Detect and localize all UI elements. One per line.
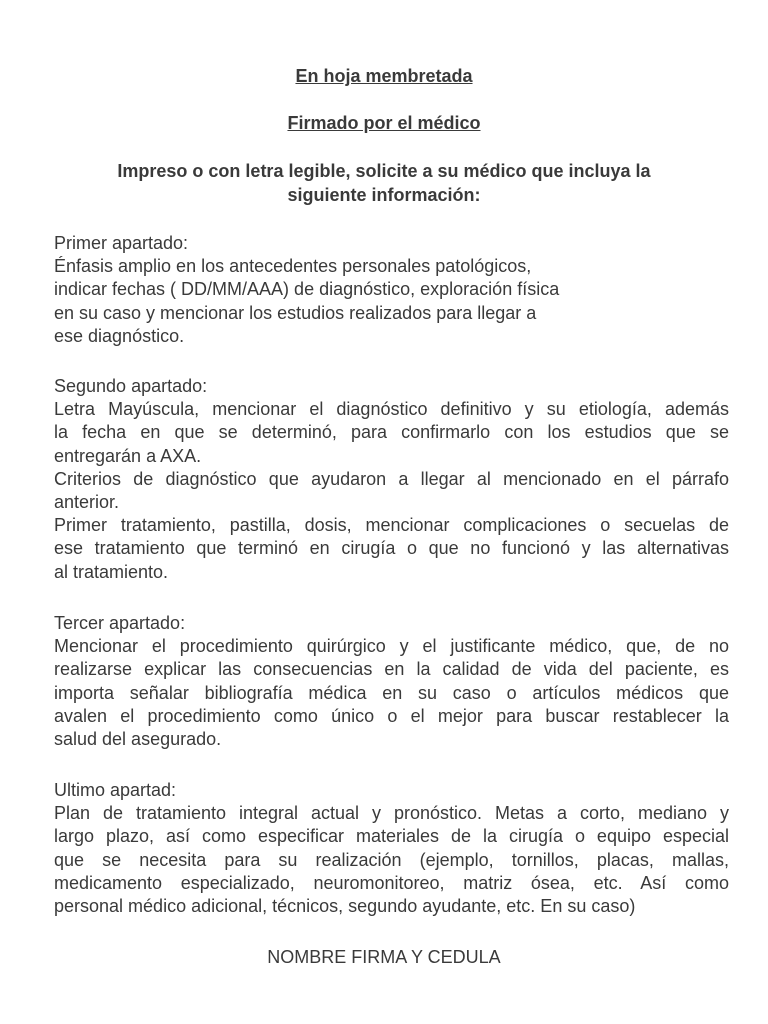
paragraph-line: Criterios de diagnóstico que ayudaron a llegar al mencionado en el párrafo [54, 468, 729, 489]
paragraph-line: indicar fechas ( DD/MM/AAA) de diagnóstico, exploración física [54, 279, 560, 300]
paragraph-line: anterior. [54, 492, 120, 513]
paragraph-line: en su caso y mencionar los estudios realizados para llegar a [54, 302, 537, 323]
paragraph-line: ese tratamiento que terminó en cirugía o que no funcionó y las alternativas [54, 538, 729, 559]
signature-label: NOMBRE FIRMA Y CEDULA [267, 947, 501, 967]
section-segundo-apartado [54, 375, 729, 584]
paragraph-line: la fecha en que se determinó, para confirmarlo con los estudios que se [54, 422, 729, 443]
paragraph-line: realizarse explicar las consecuencias en la calidad de vida del paciente, es [54, 659, 729, 680]
paragraph-line: largo plazo, así como especificar materiales de la cirugía o equipo especial [54, 826, 729, 847]
paragraph-line: ese diagnóstico. [54, 325, 185, 346]
section-title: Tercer apartado: [54, 613, 186, 633]
instruction-line-1: Impreso o con letra legible, solicite a su médico que incluya la [117, 161, 651, 181]
section-title: Segundo apartado: [54, 376, 208, 396]
paragraph-line: entregarán a AXA. [54, 445, 202, 466]
section-title: Primer apartado: [54, 233, 189, 253]
section-ultimo-apartado [54, 779, 729, 918]
paragraph-line: salud del asegurado. [54, 729, 222, 750]
paragraph-line: Énfasis amplio en los antecedentes personales patológicos, [54, 256, 532, 277]
paragraph-line: Letra Mayúscula, mencionar el diagnóstico definitivo y su etiología, además [54, 399, 729, 420]
paragraph-line: avalen el procedimiento como único o el mejor para buscar restablecer la [54, 705, 729, 726]
paragraph-line: personal médico adicional, técnicos, segundo ayudante, etc. En su caso) [54, 896, 636, 917]
signed-heading: Firmado por el médico [287, 113, 481, 133]
paragraph-line: Mencionar el procedimiento quirúrgico y el justificante médico, que, de no [54, 636, 729, 657]
paragraph-line: medicamento especializado, neuromonitoreo, matriz ósea, etc. Así como [54, 872, 729, 893]
section-primer-apartado [54, 232, 654, 348]
section-tercer-apartado [54, 612, 729, 751]
paragraph-line: importa señalar bibliografía médica en su caso o artículos médicos que [54, 682, 729, 703]
paragraph-line: Primer tratamiento, pastilla, dosis, mencionar complicaciones o secuelas de [54, 515, 729, 536]
letterhead-heading: En hoja membretada [295, 66, 473, 86]
section-title: Ultimo apartad: [54, 780, 177, 800]
instruction-line-2: siguiente información: [287, 185, 481, 205]
paragraph-line: al tratamiento. [54, 561, 169, 582]
paragraph-line: Plan de tratamiento integral actual y pronóstico. Metas a corto, mediano y [54, 803, 729, 824]
paragraph-line: que se necesita para su realización (ejemplo, tornillos, placas, mallas, [54, 849, 729, 870]
